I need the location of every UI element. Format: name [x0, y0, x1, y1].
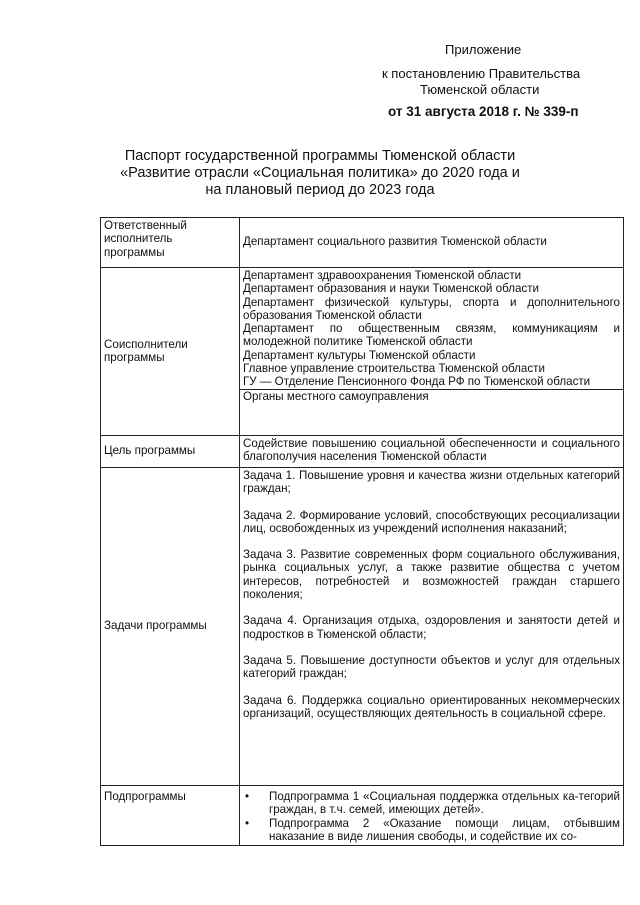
- subprograms-list: [243, 790, 620, 843]
- annex-reference-line-2: Тюменской области: [420, 82, 540, 97]
- annex-date-line: от 31 августа 2018 г. № 339-п: [388, 104, 579, 119]
- coexecutor-item: ГУ — Отделение Пенсионного Фонда РФ по Тюменской области: [243, 375, 591, 389]
- annex-title: Приложение: [445, 42, 522, 57]
- annex-reference-line-1: к постановлению Правительства: [382, 66, 581, 81]
- subprograms-label: Подпрограммы: [101, 786, 240, 846]
- goal-value: [240, 436, 624, 468]
- subprogram-item: • Подпрограмма 1 «Социальная поддержка отдельных ка-тегорий граждан, в т.ч. семей, имеющих детей».: [269, 790, 620, 817]
- row-executor: [101, 218, 624, 268]
- goal-label: Цель программы: [101, 436, 240, 468]
- tasks-label: Задачи программы: [101, 468, 240, 786]
- coexecutor-item: Органы местного самоуправления: [243, 389, 429, 403]
- row-goal: [101, 436, 624, 468]
- task-item: Задача 3. Развитие современных форм социального обслуживания, рынка социальных услуг, а также развитие общества с учетом интересов, потребностей и возможностей граждан старшего поколения;: [243, 548, 620, 602]
- coexecutor-item: Главное управление строительства Тюменской области: [243, 362, 545, 376]
- subprogram-item: • Подпрограмма 2 «Оказание помощи лицам, отбывшим наказание в виде лишения свободы, и содействие их со-: [269, 817, 620, 844]
- task-item: Задача 2. Формирование условий, способствующих ресоциализации лиц, освобожденных из учреждений исполнения наказаний;: [243, 508, 620, 535]
- coexecutors-label: Соисполнители программы: [101, 268, 240, 436]
- document-title: [60, 148, 580, 199]
- task-item: Задача 4. Организация отдыха, оздоровления и занятости детей и подростков в Тюменской области;: [243, 614, 620, 641]
- subprograms-value: [240, 786, 624, 846]
- coexecutor-item: Департамент культуры Тюменской области: [243, 348, 476, 362]
- document-title-line-1: Паспорт государственной программы Тюменской области: [124, 148, 516, 164]
- row-tasks: [101, 468, 624, 786]
- coexecutor-item: Департамент здравоохранения Тюменской области: [243, 269, 522, 282]
- task-item: Задача 6. Поддержка социально ориентированных некоммерческих организаций, осуществляющих деятельность в социальной сфере.: [243, 693, 620, 720]
- task-item: Задача 1. Повышение уровня и качества жизни отдельных категорий граждан;: [243, 469, 620, 496]
- coexecutor-item: Департамент образования и науки Тюменской области: [243, 282, 539, 296]
- tasks-value: [240, 468, 624, 786]
- document-title-line-3: на плановый период до 2023 года: [205, 182, 435, 198]
- passport-table: [100, 217, 624, 846]
- coexecutors-value: [240, 268, 624, 436]
- task-item: Задача 5. Повышение доступности объектов и услуг для отдельных категорий граждан;: [243, 653, 620, 681]
- executor-value: Департамент социального развития Тюменской области: [240, 218, 624, 268]
- coexecutor-item: Департамент по общественным связям, коммуникациям и молодежной политике Тюменской области: [243, 322, 620, 349]
- document-title-line-2: «Развитие отрасли «Социальная политика» до 2020 года и: [120, 165, 520, 181]
- row-subprograms: [101, 786, 624, 846]
- executor-label: Ответственный исполнитель программы: [101, 218, 240, 268]
- goal-text: Содействие повышению социальной обеспеченности и социального благополучия населения Тюменской области: [243, 437, 620, 464]
- coexecutor-item: Департамент физической культуры, спорта и дополнительного образования Тюменской области: [243, 295, 620, 322]
- row-coexecutors: [101, 268, 624, 436]
